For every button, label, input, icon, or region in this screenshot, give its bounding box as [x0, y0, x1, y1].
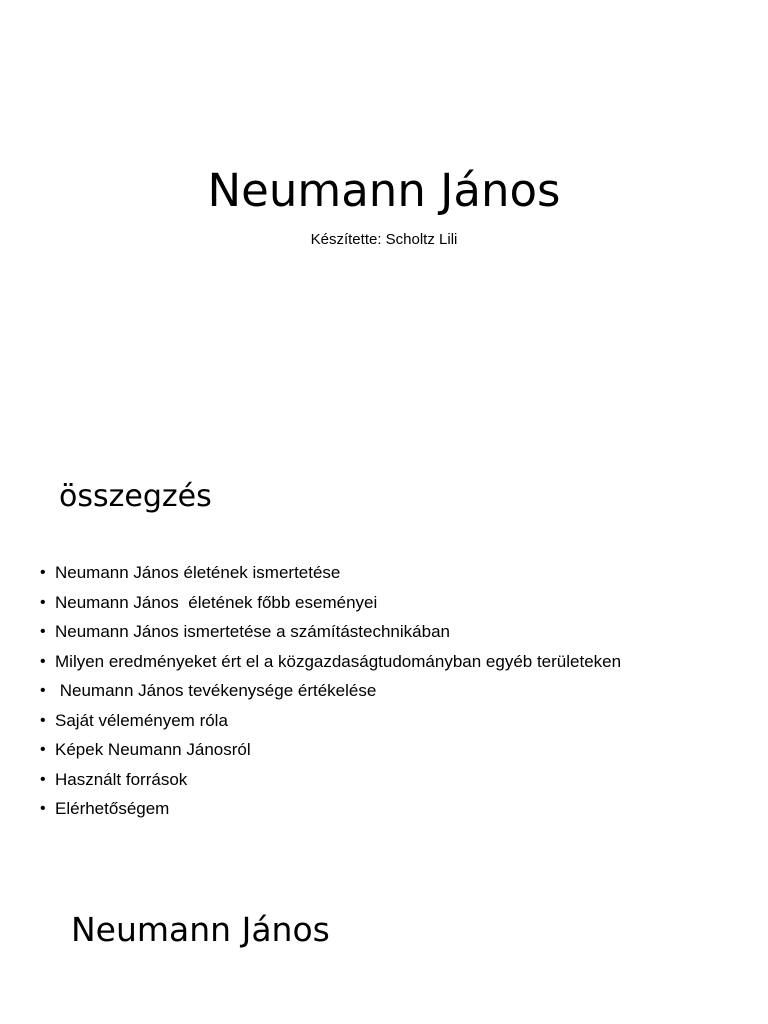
list-item-text: Elérhetőségem: [55, 799, 170, 818]
bullet-icon: •: [40, 564, 46, 581]
list-item-text: Neumann János tevékenysége értékelése: [55, 681, 377, 700]
list-item-text: Neumann János ismertetése a számítástechnikában: [55, 622, 450, 641]
bullet-icon: •: [40, 741, 46, 758]
list-item-text: Neumann János életének ismertetése: [55, 563, 341, 582]
list-item: [40, 735, 621, 765]
bullet-icon: •: [40, 800, 46, 817]
bullet-icon: •: [40, 770, 46, 788]
list-item: [40, 588, 621, 618]
list-item-text: Képek Neumann Jánosról: [55, 740, 251, 759]
bullet-icon: •: [40, 593, 46, 611]
list-item: [40, 765, 621, 795]
summary-bullet-list: [40, 558, 621, 824]
list-item-text: Saját véleményem róla: [55, 710, 228, 730]
list-item-text: Használt források: [55, 769, 188, 789]
list-item: [40, 794, 621, 824]
list-item: [40, 617, 621, 647]
bullet-icon: •: [40, 652, 46, 670]
bullet-icon: •: [40, 682, 46, 699]
bullet-icon: •: [40, 623, 46, 640]
summary-heading: összegzés: [59, 479, 212, 514]
bullet-icon: •: [40, 711, 46, 729]
list-item: [40, 647, 621, 677]
list-item-text: Neumann János életének főbb eseményei: [55, 592, 378, 612]
list-item-text: Milyen eredményeket ért el a közgazdaságtudományban egyéb területeken: [55, 651, 622, 671]
list-item: [40, 558, 621, 588]
list-item: [40, 676, 621, 706]
next-slide-heading: Neumann János: [71, 910, 330, 949]
list-item: [40, 706, 621, 736]
slide-subtitle: Készítette: Scholtz Lili: [310, 231, 458, 248]
slide-title: Neumann János: [207, 164, 561, 217]
